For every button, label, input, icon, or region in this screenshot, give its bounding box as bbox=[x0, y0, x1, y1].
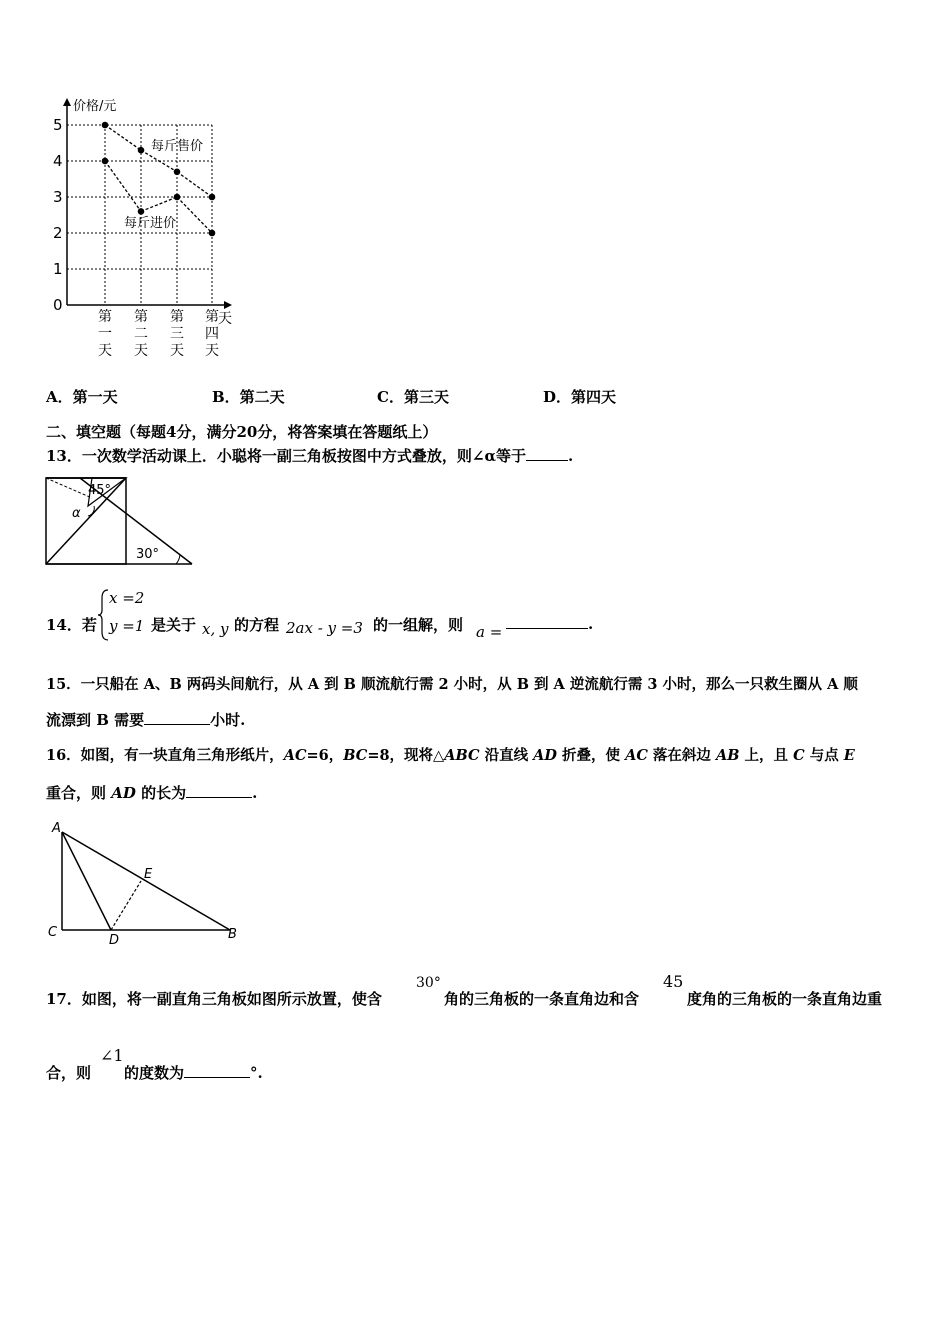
q15-line2 bbox=[46, 709, 245, 730]
q14-t1: 是关于 bbox=[151, 616, 197, 634]
chart-y-tick-label: 3 bbox=[53, 188, 63, 206]
q14-num: 14．若 bbox=[46, 616, 97, 634]
q16-ac2: AC bbox=[625, 747, 648, 764]
q16-line2-end: . bbox=[252, 784, 258, 802]
q16-label-b: B bbox=[228, 927, 237, 942]
option-c: C．第三天 bbox=[377, 388, 449, 406]
q16-p4: 沿直线 bbox=[479, 747, 534, 764]
q16-p3: =8，现将△ bbox=[367, 747, 445, 764]
q17-angle1: ∠1 bbox=[100, 1046, 124, 1065]
chart-y-tick-label: 5 bbox=[53, 116, 63, 134]
q13-label-30: 30° bbox=[136, 547, 160, 562]
q16-p7: 上，且 bbox=[739, 747, 794, 764]
q16-ad: AD bbox=[533, 747, 557, 764]
q14-a-eq: a = bbox=[476, 623, 503, 641]
chart-category-label: 天 bbox=[134, 343, 148, 359]
q16-p1: 16．如图，有一块直角三角形纸片， bbox=[46, 747, 284, 764]
q13-answer-blank[interactable] bbox=[526, 446, 568, 461]
q16-answer-blank[interactable] bbox=[186, 783, 252, 798]
chart-category-label: 第 bbox=[205, 309, 219, 325]
q15-line2-b: 小时. bbox=[210, 711, 246, 729]
q16-line2-a: 重合，则 bbox=[46, 784, 112, 802]
q16-p8: 与点 bbox=[804, 747, 844, 764]
chart-point bbox=[138, 208, 145, 215]
q14-end: . bbox=[588, 615, 594, 633]
chart-point bbox=[209, 194, 216, 201]
chart-point bbox=[138, 147, 145, 154]
chart-category-label: 天 bbox=[205, 343, 219, 359]
chart-category-label: 天 bbox=[98, 343, 112, 359]
chart-x-arrow bbox=[224, 301, 232, 309]
chart-series-label-sell: 每斤售价 bbox=[151, 139, 204, 154]
chart-y-axis-title: 价格/元 bbox=[73, 99, 117, 114]
q16-c: C bbox=[793, 747, 805, 764]
option-d: D．第四天 bbox=[543, 388, 617, 406]
chart-y-tick-label: 2 bbox=[53, 224, 63, 242]
chart-series-line bbox=[141, 197, 177, 211]
chart-category-label: 二 bbox=[134, 326, 148, 342]
q16-abc: ABC bbox=[444, 747, 480, 764]
q13-stem: 13．一次数学活动课上．小聪将一副三角板按图中方式叠放，则∠α等于 bbox=[46, 447, 526, 465]
q16-label-c: C bbox=[48, 925, 58, 940]
q14-vars: x, y bbox=[202, 620, 229, 638]
chart-point bbox=[209, 230, 216, 237]
q14-eq: 2ax - y =3 bbox=[286, 619, 363, 637]
q17-p3: 度角的三角板的一条直角边重 bbox=[687, 990, 883, 1008]
chart-y-arrow bbox=[63, 98, 71, 106]
chart-point bbox=[102, 122, 109, 129]
q13-label-alpha: α bbox=[72, 506, 81, 521]
chart-category-label: 一 bbox=[98, 326, 112, 342]
q17-line2-end: °. bbox=[250, 1064, 263, 1082]
q16-ad2: AD bbox=[111, 784, 136, 802]
chart-y-tick-label: 4 bbox=[53, 152, 63, 170]
price-chart bbox=[40, 88, 260, 363]
q17-p2: 角的三角板的一条直角边和含 bbox=[444, 990, 640, 1008]
q17-line2-a: 合，则 bbox=[46, 1064, 92, 1082]
q13-diag bbox=[46, 478, 126, 564]
q16-e: E bbox=[843, 747, 855, 764]
q17-answer-blank[interactable] bbox=[184, 1063, 250, 1078]
q17-deg45: 45 bbox=[663, 972, 684, 991]
chart-x-axis-title: 天 bbox=[218, 311, 232, 327]
chart-point bbox=[174, 169, 181, 176]
chart-category-label: 第 bbox=[134, 309, 148, 325]
q17-line2-b-wrap bbox=[124, 1062, 263, 1083]
q16-label-d: D bbox=[109, 933, 120, 948]
option-b: B．第二天 bbox=[212, 388, 285, 406]
q13-text bbox=[46, 445, 573, 466]
q16-line1 bbox=[46, 744, 855, 765]
q13-figure bbox=[40, 474, 200, 569]
q16-bc: BC bbox=[343, 747, 368, 764]
q16-p6: 落在斜边 bbox=[647, 747, 716, 764]
chart-category-label: 第 bbox=[170, 309, 184, 325]
q14-answer-blank[interactable] bbox=[506, 614, 588, 629]
q14-t3: 的一组解，则 bbox=[373, 616, 464, 634]
q16-figure bbox=[40, 818, 250, 948]
q16-label-a: A bbox=[52, 821, 61, 836]
q17-line2-b: 的度数为 bbox=[124, 1064, 185, 1082]
q16-p2: =6， bbox=[306, 747, 344, 764]
q16-ac: AC bbox=[283, 747, 307, 764]
chart-category-label: 三 bbox=[170, 326, 184, 342]
chart-series-line bbox=[105, 161, 141, 211]
q16-line2-b: 的长为 bbox=[135, 784, 187, 802]
q15-line2-a: 流漂到 B 需要 bbox=[46, 711, 145, 729]
chart-category-label: 天 bbox=[170, 343, 184, 359]
option-a: A．第一天 bbox=[46, 388, 118, 406]
q16-p5: 折叠，使 bbox=[556, 747, 626, 764]
q15-answer-blank[interactable] bbox=[144, 710, 210, 725]
q14-sys-x: x =2 bbox=[109, 589, 145, 607]
q16-ab: AB bbox=[715, 747, 740, 764]
q13-end: . bbox=[568, 447, 574, 465]
q17-p1: 17．如图，将一副直角三角板如图所示放置，使含 bbox=[46, 990, 382, 1008]
chart-y-tick-label: 0 bbox=[53, 296, 63, 314]
q14-t2: 的方程 bbox=[234, 616, 280, 634]
q17-deg30: 30° bbox=[416, 975, 441, 991]
chart-point bbox=[174, 194, 181, 201]
chart-point bbox=[102, 158, 109, 165]
chart-series-line bbox=[177, 172, 212, 197]
q13-label-45: 45° bbox=[88, 483, 112, 498]
chart-category-label: 第 bbox=[98, 309, 112, 325]
q15-line1: 15．一只船在 A、B 两码头间航行，从 A 到 B 顺流航行需 2 小时，从 B 到 A 逆流航行需 3 小时，那么一只救生圈从 A 顺 bbox=[46, 676, 858, 693]
q16-line2 bbox=[46, 782, 257, 803]
q14-blank-wrap bbox=[506, 614, 593, 633]
chart-series-line bbox=[105, 125, 141, 150]
q16-label-e: E bbox=[144, 867, 153, 882]
section-title: 二、填空题（每题4分，满分20分，将答案填在答题纸上） bbox=[46, 423, 438, 441]
q14-sys-y: y =1 bbox=[109, 617, 145, 635]
chart-series-line bbox=[177, 197, 212, 233]
chart-series-label-buy: 每斤进价 bbox=[124, 216, 177, 231]
chart-y-tick-label: 1 bbox=[53, 260, 63, 278]
chart-category-label: 四 bbox=[205, 326, 219, 342]
